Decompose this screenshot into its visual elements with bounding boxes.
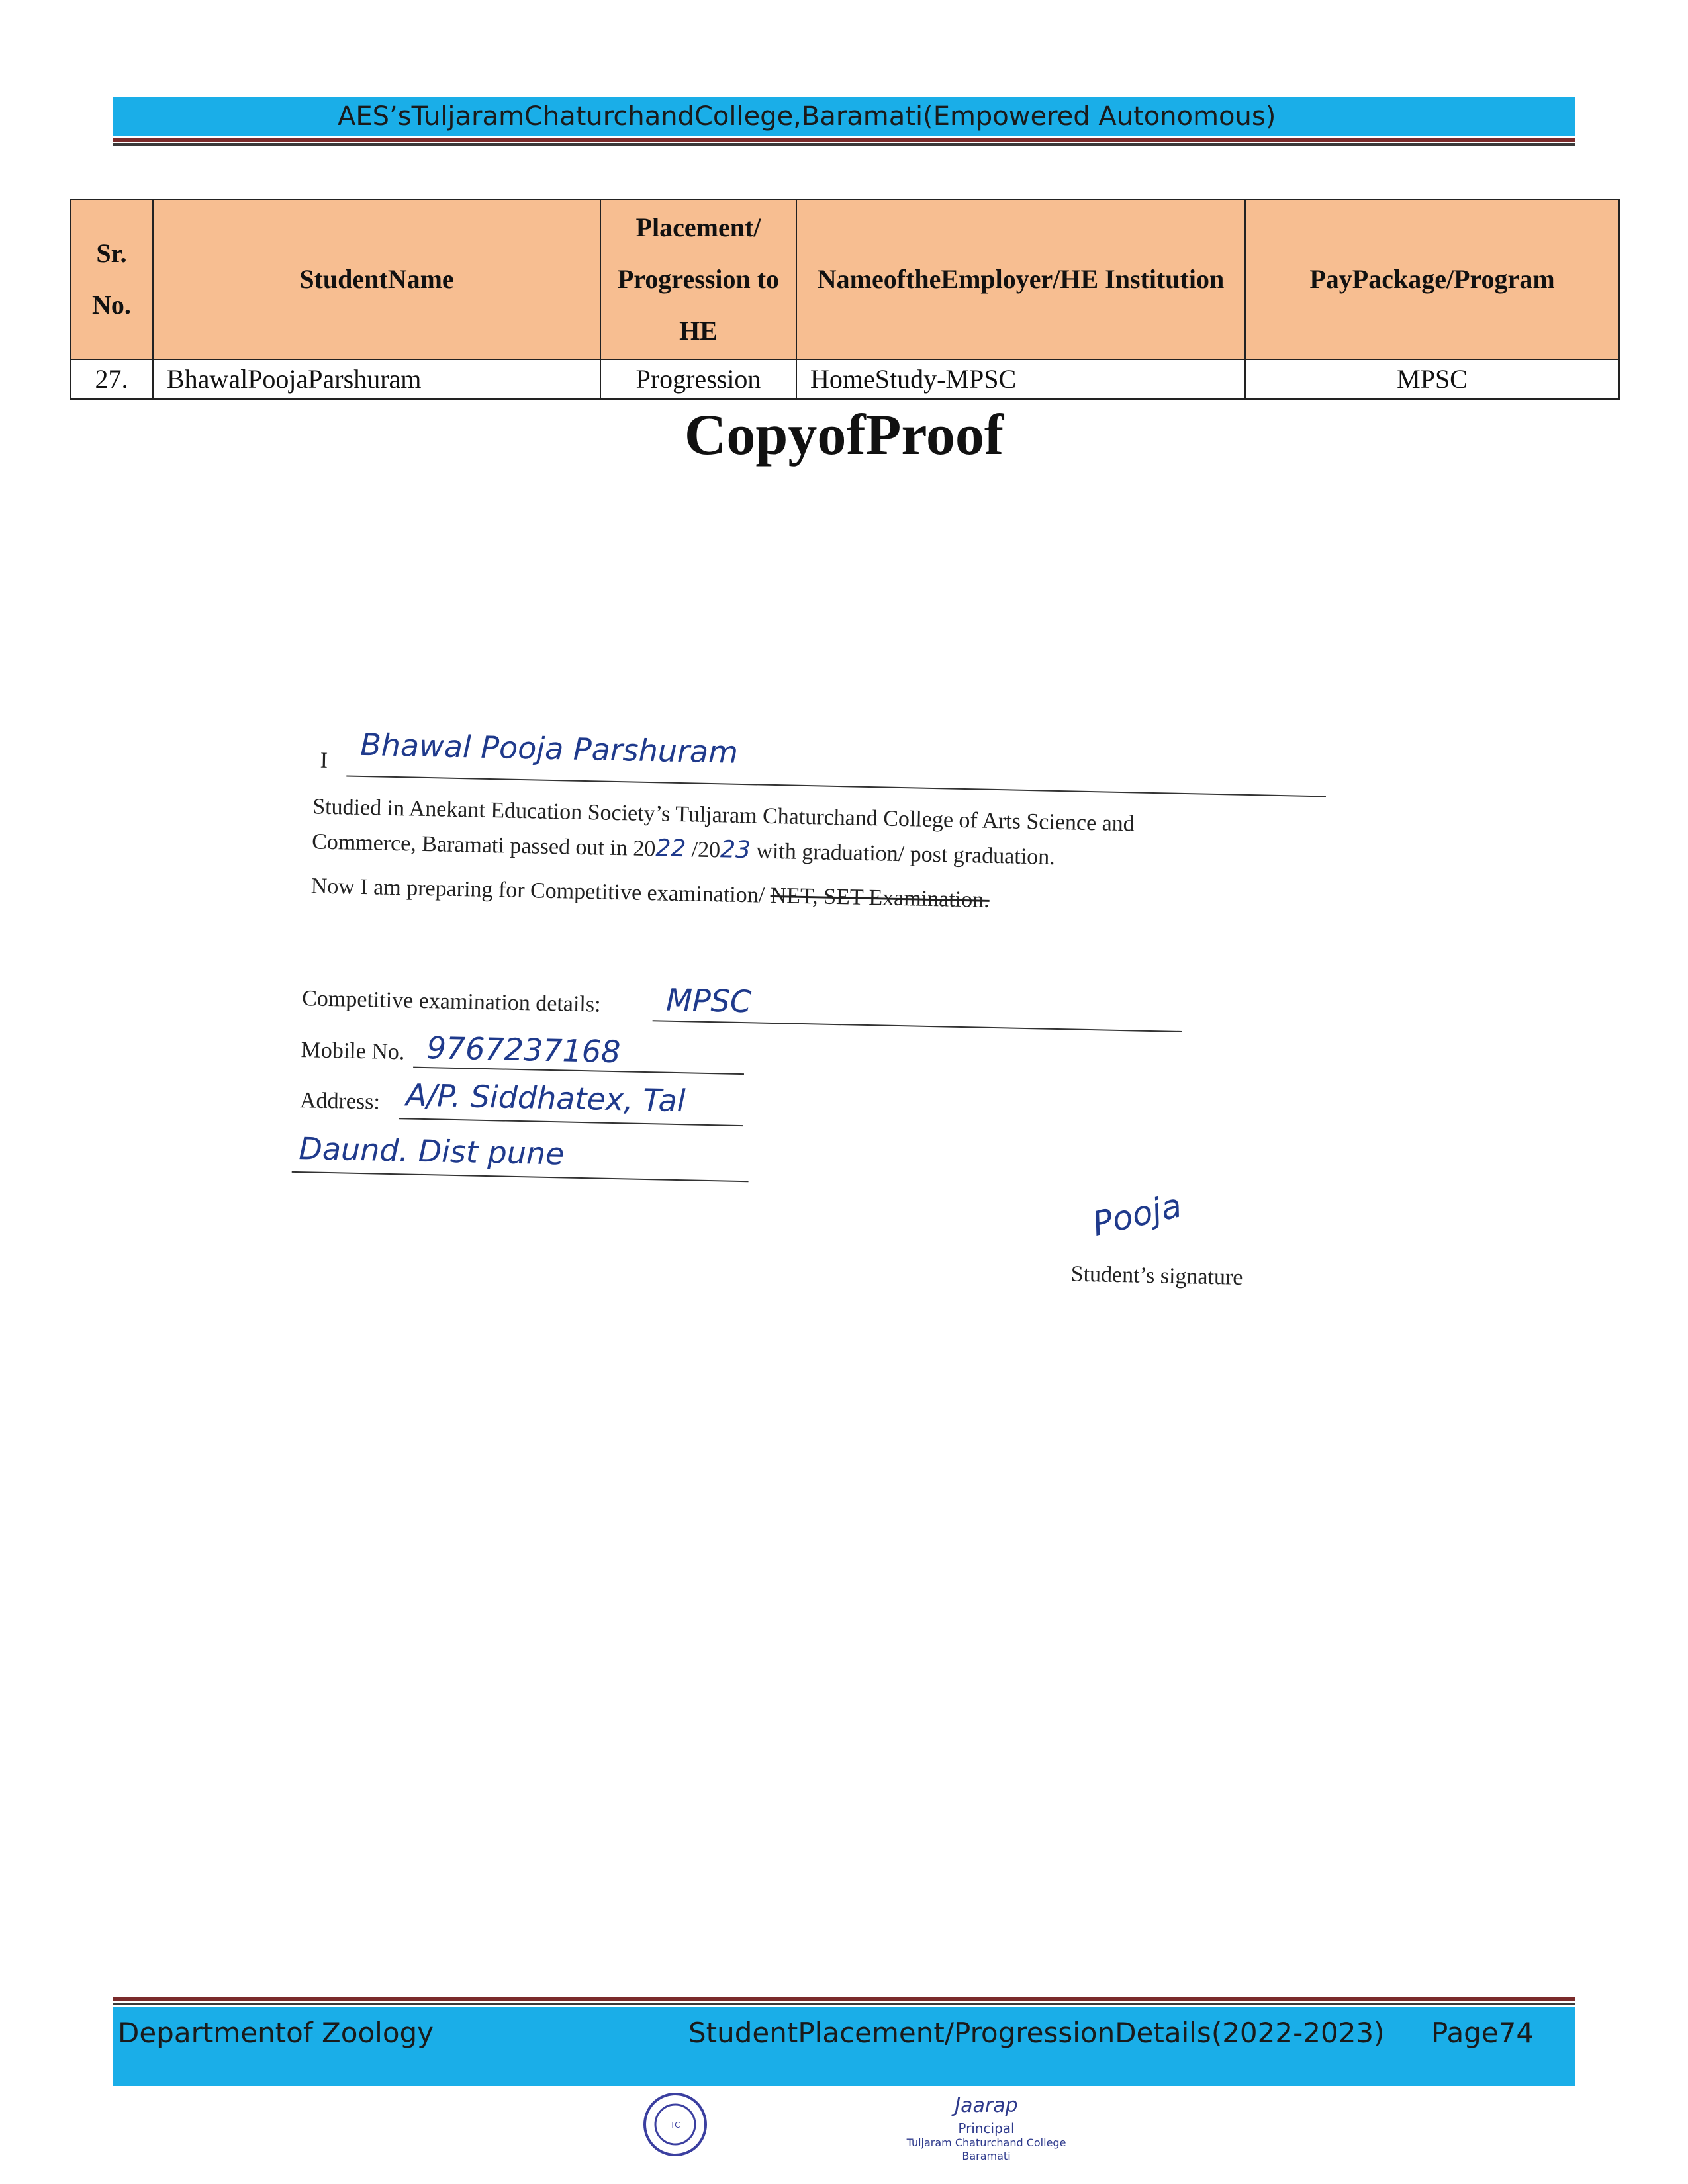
cell-placement: Progression bbox=[600, 359, 796, 399]
line2-text-c: with graduation/ post graduation. bbox=[750, 839, 1056, 870]
address-underline-1 bbox=[399, 1118, 743, 1126]
footer-page-number: Page74 bbox=[1431, 2017, 1534, 2049]
header-placement: Placement/ Progression to HE bbox=[600, 199, 796, 359]
header-pay-package: PayPackage/Program bbox=[1245, 199, 1619, 359]
college-seal-icon bbox=[642, 2091, 708, 2158]
handwritten-address-1: A/P. Siddhatex, Tal bbox=[405, 1077, 686, 1119]
cell-pay-package: MPSC bbox=[1245, 359, 1619, 399]
progression-table bbox=[70, 199, 1620, 400]
exam-underline bbox=[653, 1020, 1182, 1032]
line3-text: Now I am preparing for Competitive examination/ bbox=[310, 874, 771, 908]
svg-text:TC: TC bbox=[670, 2120, 680, 2130]
proof-letter bbox=[289, 721, 1374, 1353]
footer-report-title: StudentPlacement/ProgressionDetails(2022-2023) bbox=[688, 2017, 1385, 2049]
letter-line-2 bbox=[312, 827, 1055, 870]
letter-line-3 bbox=[310, 874, 990, 913]
footer-divider-thin bbox=[113, 2003, 1575, 2005]
handwritten-name: Bhawal Pooja Parshuram bbox=[359, 726, 739, 770]
student-signature-mark: Pooja bbox=[1088, 1186, 1186, 1244]
principal-title: Principal bbox=[958, 2120, 1015, 2136]
exam-label: Competitive examination details: bbox=[301, 986, 601, 1017]
header-band bbox=[113, 97, 1575, 136]
header-employer: NameoftheEmployer/HE Institution bbox=[796, 199, 1245, 359]
principal-college: Tuljaram Chaturchand College bbox=[906, 2136, 1066, 2149]
footer-band bbox=[113, 2007, 1575, 2086]
principal-stamp bbox=[887, 2091, 1086, 2171]
principal-city: Baramati bbox=[962, 2150, 1011, 2162]
line2-text-b: /20 bbox=[685, 837, 721, 863]
footer-department: Departmentof Zoology bbox=[118, 2017, 434, 2049]
principal-signature: Jaarap bbox=[955, 2094, 1018, 2117]
name-underline bbox=[346, 775, 1326, 797]
letter-line-1: Studied in Anekant Education Society’s Tuljaram Chaturchand College of Arts Science and bbox=[312, 794, 1135, 837]
line3-struck-text: NET, SET Examination. bbox=[770, 883, 990, 913]
header-divider-thin bbox=[113, 143, 1575, 146]
cell-employer: HomeStudy-MPSC bbox=[796, 359, 1245, 399]
handwritten-address-2: Daund. Dist pune bbox=[298, 1130, 565, 1172]
signature-label: Student’s signature bbox=[1070, 1261, 1243, 1290]
address-underline-2 bbox=[292, 1171, 749, 1182]
handwritten-mobile: 9767237168 bbox=[426, 1030, 621, 1070]
handwritten-year-end: 23 bbox=[720, 836, 751, 864]
college-title: AES’sTuljaramChaturchandCollege,Baramati(Empowered Autonomous) bbox=[338, 101, 1276, 132]
header-divider bbox=[113, 138, 1575, 142]
header-student-name: StudentName bbox=[153, 199, 600, 359]
table-header-row bbox=[70, 199, 1619, 359]
address-label: Address: bbox=[299, 1088, 381, 1115]
footer-divider bbox=[113, 1997, 1575, 2001]
cell-sr-no: 27. bbox=[70, 359, 153, 399]
handwritten-year-start: 22 bbox=[655, 835, 686, 863]
handwritten-exam: MPSC bbox=[665, 981, 752, 1020]
letter-prefix: I bbox=[320, 748, 328, 773]
cell-student-name: BhawalPoojaParshuram bbox=[153, 359, 600, 399]
table-row bbox=[70, 359, 1619, 399]
line2-text-a: Commerce, Baramati passed out in 20 bbox=[311, 829, 656, 862]
mobile-label: Mobile No. bbox=[301, 1038, 405, 1065]
proof-title: CopyofProof bbox=[684, 403, 1004, 467]
header-sr-no: Sr. No. bbox=[70, 199, 153, 359]
